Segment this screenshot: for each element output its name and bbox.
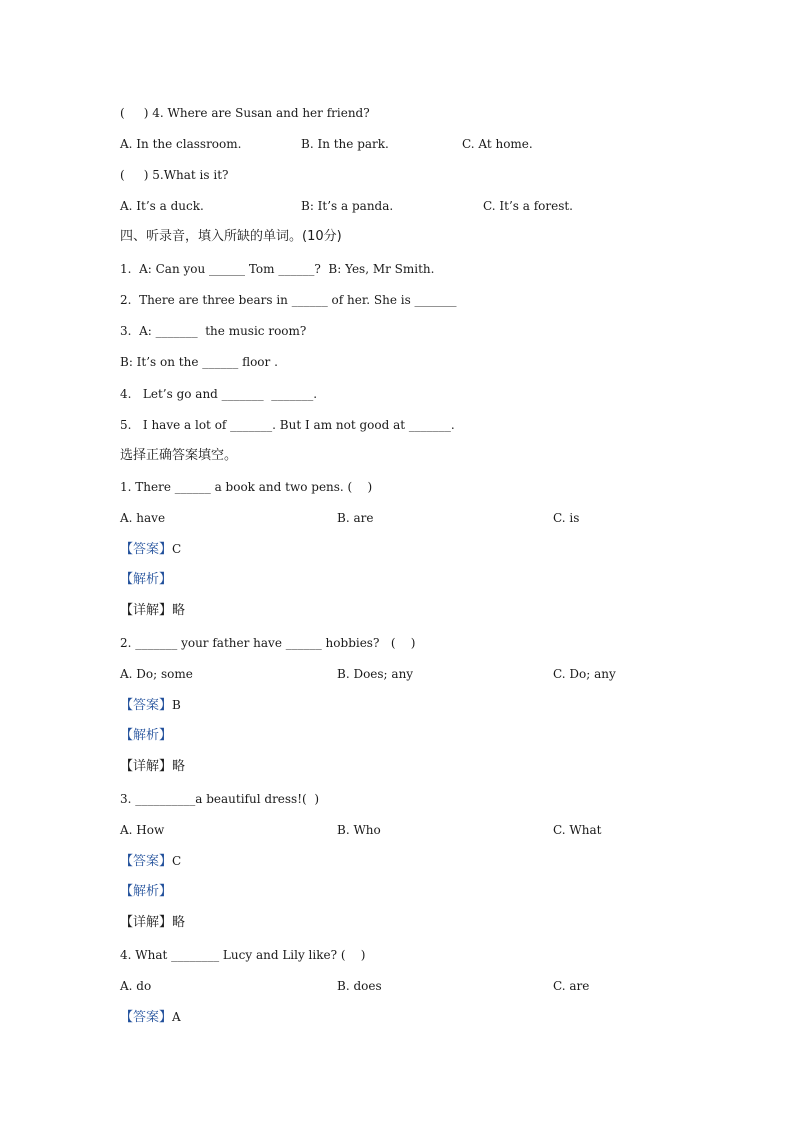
mc4-option-c: C. are: [553, 979, 590, 993]
mc-question-4: 4. What ________ Lucy and Lily like? ( ): [120, 948, 366, 962]
mc3-option-a: A. How: [120, 823, 165, 837]
fill-item-3-reply: B: It’s on the ______ floor .: [120, 355, 278, 369]
mc4-answer: 【答案】A: [120, 1010, 181, 1025]
question-5: ( ) 5.What is it?: [120, 168, 229, 182]
mc3-analysis: 【解析】: [120, 884, 173, 899]
mc2-option-a: A. Do; some: [120, 667, 193, 681]
mc2-answer: 【答案】B: [120, 698, 181, 713]
mc3-option-c: C. What: [553, 823, 602, 837]
q5-option-b: B: It’s a panda.: [301, 199, 394, 213]
mc1-option-c: C. is: [553, 511, 580, 525]
mc1-option-a: A. have: [120, 511, 166, 525]
mc-question-2: 2. _______ your father have ______ hobbies? ( ): [120, 636, 416, 650]
mc1-option-b: B. are: [337, 511, 374, 525]
fill-item-5: 5. I have a lot of _______. But I am not good at _______.: [120, 418, 455, 432]
q4-option-a: A. In the classroom.: [120, 137, 242, 151]
fill-item-2: 2. There are three bears in ______ of her. She is _______: [120, 293, 457, 307]
mc4-option-a: A. do: [120, 979, 152, 993]
mc2-analysis: 【解析】: [120, 728, 173, 743]
mc2-option-c: C. Do; any: [553, 667, 616, 681]
mc3-detail: 【详解】略: [120, 915, 186, 930]
mc1-answer: 【答案】C: [120, 542, 182, 557]
mc1-analysis: 【解析】: [120, 572, 173, 587]
section-5-heading: 选择正确答案填空。: [120, 448, 238, 463]
fill-item-4: 4. Let’s go and _______ _______.: [120, 387, 318, 401]
q5-option-a: A. It’s a duck.: [120, 199, 204, 213]
mc4-option-b: B. does: [337, 979, 382, 993]
mc-question-1: 1. There ______ a book and two pens. ( ): [120, 480, 373, 494]
fill-item-3: 3. A: _______ the music room?: [120, 324, 307, 338]
q4-option-c: C. At home.: [462, 137, 533, 151]
q5-option-c: C. It’s a forest.: [483, 199, 573, 213]
q4-option-b: B. In the park.: [301, 137, 389, 151]
section-4-heading: 四、听录音，填入所缺的单词。(10分): [120, 229, 342, 244]
fill-item-1: 1. A: Can you ______ Tom ______? B: Yes, Mr Smith.: [120, 262, 435, 276]
mc3-option-b: B. Who: [337, 823, 381, 837]
mc3-answer: 【答案】C: [120, 854, 182, 869]
mc1-detail: 【详解】略: [120, 603, 186, 618]
mc-question-3: 3. __________a beautiful dress!( ): [120, 792, 320, 806]
question-4: ( ) 4. Where are Susan and her friend?: [120, 106, 370, 120]
mc2-detail: 【详解】略: [120, 759, 186, 774]
mc2-option-b: B. Does; any: [337, 667, 414, 681]
